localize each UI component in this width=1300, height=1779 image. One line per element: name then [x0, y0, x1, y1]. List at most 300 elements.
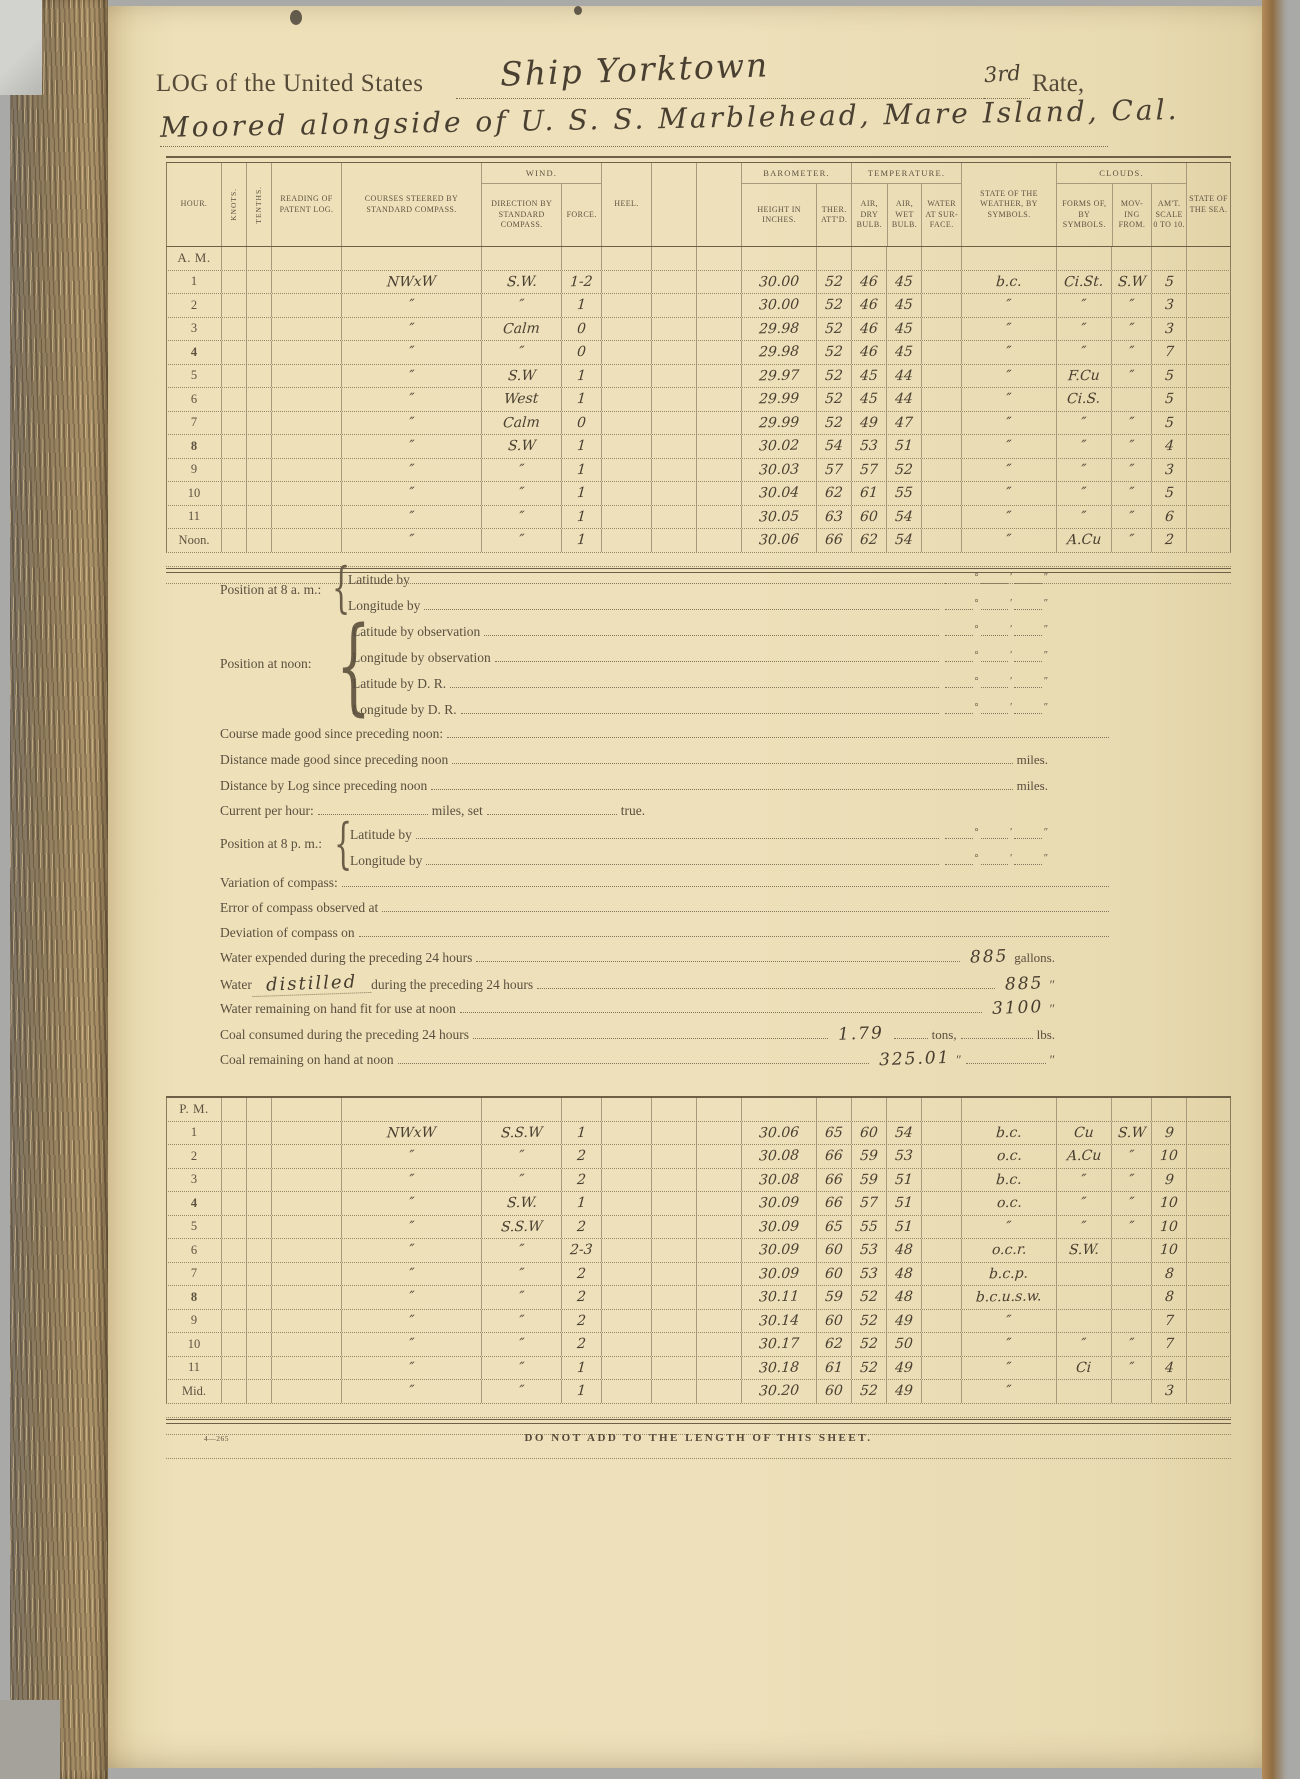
ditto-mark: ″ — [1049, 977, 1055, 992]
cell-courses: ″ — [341, 412, 481, 435]
cell-knots — [221, 1145, 246, 1168]
cell-ther: 66 — [816, 529, 851, 552]
cell-sea — [1186, 1357, 1231, 1380]
dotted-stub — [945, 625, 973, 636]
cell-knots — [221, 1263, 246, 1286]
col-group-wind: WIND. DIRECTION BY STANDARD COMPASS. FORCE. — [481, 163, 601, 246]
cell-heel — [601, 529, 651, 552]
cell-reading — [271, 1357, 341, 1380]
cell-ther: 59 — [816, 1286, 851, 1309]
cell-dry: 46 — [851, 271, 886, 294]
label: during the preceding 24 hours — [371, 977, 534, 992]
cell-wet: 45 — [886, 318, 921, 341]
log-row — [166, 1122, 1231, 1146]
coal-consumed-value: 1.79 — [837, 1023, 884, 1045]
cell-amt: 3 — [1151, 1380, 1186, 1403]
cell-courses: ″ — [341, 1263, 481, 1286]
cell-reading — [271, 412, 341, 435]
cell-hour: 6 — [166, 1239, 221, 1262]
dotted-leader — [476, 948, 959, 962]
cell-sea — [1186, 412, 1231, 435]
col-wind-direction: DIRECTION BY STANDARD COMPASS. — [491, 199, 553, 230]
table-header — [166, 163, 1231, 247]
cell-moving: ″ — [1111, 435, 1151, 458]
dms-symbol: ′ — [1010, 702, 1013, 713]
cell-dry — [851, 247, 886, 270]
cell-b1 — [651, 294, 696, 317]
coal-consumed-row — [220, 1024, 1055, 1044]
cell-forms: ″ — [1056, 1169, 1111, 1192]
cell-height: 30.17 — [741, 1333, 816, 1356]
cell-weather: o.c. — [961, 1192, 1056, 1215]
cell-ther: 66 — [816, 1145, 851, 1168]
col-blank-2 — [696, 163, 741, 246]
cell-b1 — [651, 1333, 696, 1356]
cell-ther: 52 — [816, 388, 851, 411]
cell-sea — [1186, 1098, 1231, 1121]
cell-heel — [601, 1192, 651, 1215]
dotted-stub — [981, 703, 1009, 714]
cell-heel — [601, 1122, 651, 1145]
cell-height: 30.08 — [741, 1145, 816, 1168]
cell-hour: 10 — [166, 1333, 221, 1356]
dms-symbol: ″ — [1043, 827, 1048, 838]
cell-reading — [271, 1098, 341, 1121]
cell-b2 — [696, 529, 741, 552]
cell-b2 — [696, 318, 741, 341]
label: Coal remaining on hand at noon — [220, 1052, 394, 1067]
cell-heel — [601, 482, 651, 505]
rate-value-handwritten: 3rd — [983, 60, 1022, 88]
water-distilled-word: distilled — [252, 971, 372, 997]
col-temp-wet: AIR, WET BULB. — [887, 184, 922, 246]
cell-forms — [1056, 1263, 1111, 1286]
cell-weather: ″ — [961, 506, 1056, 529]
mooring-line — [160, 146, 1108, 147]
cell-height: 30.20 — [741, 1380, 816, 1403]
cell-sea — [1186, 1286, 1231, 1309]
cell-amt: 5 — [1151, 388, 1186, 411]
cell-moving: ″ — [1111, 482, 1151, 505]
cell-hour: 8 — [166, 1286, 221, 1309]
log-row — [166, 271, 1231, 295]
cell-b2 — [696, 435, 741, 458]
log-row — [166, 1286, 1231, 1310]
cell-b1 — [651, 459, 696, 482]
cell-heel — [601, 1239, 651, 1262]
cell-moving — [1111, 1310, 1151, 1333]
cell-ther — [816, 247, 851, 270]
lat-obs-row — [352, 622, 1048, 642]
cell-tenths — [246, 1216, 271, 1239]
cell-ther: 65 — [816, 1122, 851, 1145]
cell-direction: S.S.W — [481, 1122, 561, 1145]
dotted-stub — [981, 573, 1009, 584]
cell-reading — [271, 1122, 341, 1145]
cell-courses: ″ — [341, 1286, 481, 1309]
cell-force: 2 — [561, 1145, 601, 1168]
cell-direction: ″ — [481, 459, 561, 482]
cell-wet — [886, 1098, 921, 1121]
cell-forms: ″ — [1056, 506, 1111, 529]
cell-height: 30.06 — [741, 529, 816, 552]
cell-moving: ″ — [1111, 1169, 1151, 1192]
paper-corner-top-left — [0, 0, 42, 95]
degree-marks — [943, 599, 1048, 613]
cell-courses: ″ — [341, 435, 481, 458]
dotted-stub — [1014, 854, 1042, 865]
cell-courses: ″ — [341, 318, 481, 341]
cell-water — [921, 1357, 961, 1380]
blank-row — [166, 1404, 1231, 1418]
dotted-leader — [495, 648, 939, 662]
cell-forms: ″ — [1056, 435, 1111, 458]
degree-marks — [943, 651, 1048, 665]
col-group-clouds: CLOUDS. FORMS OF, BY SYMBOLS. MOV- ING FROM. AM'T. SCALE 0 TO 10. — [1056, 163, 1186, 246]
label: Error of compass observed at — [220, 900, 379, 915]
cell-water — [921, 435, 961, 458]
cell-moving: S.W — [1111, 1122, 1151, 1145]
page-title: LOG of the United States — [156, 70, 424, 97]
cell-water — [921, 1310, 961, 1333]
cell-dry: 57 — [851, 1192, 886, 1215]
col-baro-height: HEIGHT IN INCHES. — [757, 204, 801, 224]
cell-weather: ″ — [961, 294, 1056, 317]
cell-reading — [271, 1380, 341, 1403]
cell-dry: 57 — [851, 459, 886, 482]
cell-knots — [221, 1333, 246, 1356]
cell-tenths — [246, 1145, 271, 1168]
cell-moving: ″ — [1111, 459, 1151, 482]
cell-knots — [221, 247, 246, 270]
label: Deviation of compass on — [220, 925, 355, 940]
error-row — [220, 898, 1113, 918]
cell-water — [921, 341, 961, 364]
coal-remaining-value: 325.01 — [878, 1047, 951, 1071]
cell-courses: ″ — [341, 1192, 481, 1215]
cell-weather: ″ — [961, 1333, 1056, 1356]
cell-b1 — [651, 1169, 696, 1192]
lat-dr-row — [352, 674, 1048, 694]
cell-hour: 5 — [166, 1216, 221, 1239]
cell-tenths — [246, 1380, 271, 1403]
cell-hour: 2 — [166, 294, 221, 317]
label: Water expended during the preceding 24 hours — [220, 950, 473, 965]
cell-b2 — [696, 294, 741, 317]
cell-height — [741, 1098, 816, 1121]
log-row — [166, 459, 1231, 483]
cell-courses: NWxW — [341, 1122, 481, 1145]
cell-direction: ″ — [481, 1169, 561, 1192]
cell-b2 — [696, 1239, 741, 1262]
col-group-barometer: BAROMETER. HEIGHT IN INCHES. THER. ATT'D. — [741, 163, 851, 246]
cell-water — [921, 318, 961, 341]
cell-tenths — [246, 1333, 271, 1356]
dotted-leader — [460, 999, 982, 1013]
cell-reading — [271, 1216, 341, 1239]
cell-height: 30.09 — [741, 1216, 816, 1239]
cell-weather: ″ — [961, 318, 1056, 341]
cell-amt — [1151, 247, 1186, 270]
distance-by-log-row — [220, 776, 1048, 796]
cell-heel — [601, 1169, 651, 1192]
cell-height: 29.98 — [741, 318, 816, 341]
cell-forms: ″ — [1056, 412, 1111, 435]
cell-height: 30.00 — [741, 271, 816, 294]
cell-sea — [1186, 529, 1231, 552]
lat-8am-row — [348, 570, 1048, 590]
label: Longitude by — [350, 853, 423, 868]
label: Current per hour: — [220, 803, 314, 818]
log-row — [166, 341, 1231, 365]
cell-b2 — [696, 1333, 741, 1356]
cell-tenths — [246, 247, 271, 270]
cell-courses: ″ — [341, 365, 481, 388]
cell-b2 — [696, 459, 741, 482]
dms-symbol: ° — [974, 853, 979, 864]
brace: { — [332, 556, 351, 620]
cell-heel — [601, 1286, 651, 1309]
cell-b1 — [651, 1122, 696, 1145]
cell-force: 1 — [561, 1357, 601, 1380]
cell-dry: 52 — [851, 1380, 886, 1403]
dms-symbol: ′ — [1010, 572, 1013, 583]
cell-forms: Cu — [1056, 1122, 1111, 1145]
cell-height: 30.04 — [741, 482, 816, 505]
cell-direction: ″ — [481, 482, 561, 505]
cell-force: 0 — [561, 318, 601, 341]
cell-moving: ″ — [1111, 318, 1151, 341]
lon-8am-row — [348, 596, 1048, 616]
cell-knots — [221, 1357, 246, 1380]
col-clouds-forms: FORMS OF, BY SYMBOLS. — [1062, 199, 1107, 230]
cell-amt: 10 — [1151, 1239, 1186, 1262]
dotted-stub — [981, 828, 1009, 839]
cell-force: 1 — [561, 1192, 601, 1215]
cell-sea — [1186, 1380, 1231, 1403]
cell-hour: 3 — [166, 1169, 221, 1192]
dotted-stub — [945, 677, 973, 688]
cell-water — [921, 388, 961, 411]
cell-hour: A. M. — [166, 247, 221, 270]
dotted-stub — [1014, 703, 1042, 714]
log-row — [166, 365, 1231, 389]
cell-b1 — [651, 1310, 696, 1333]
col-blank-1 — [651, 163, 696, 246]
cell-reading — [271, 1310, 341, 1333]
cell-hour: 8 — [166, 435, 221, 458]
cell-amt: 5 — [1151, 365, 1186, 388]
cell-dry: 55 — [851, 1216, 886, 1239]
log-row — [166, 1098, 1231, 1122]
ship-name-handwritten: Ship Yorktown — [499, 45, 770, 94]
pm-log-table — [166, 1096, 1231, 1435]
mooring-note-handwritten: Moored alongside of U. S. S. Marblehead, Mare Island, Cal. — [159, 93, 1180, 144]
cell-force: 1 — [561, 365, 601, 388]
cell-forms: ″ — [1056, 318, 1111, 341]
cell-moving: ″ — [1111, 294, 1151, 317]
degree-marks — [943, 677, 1048, 691]
cell-knots — [221, 1239, 246, 1262]
cell-b1 — [651, 388, 696, 411]
cell-heel — [601, 1310, 651, 1333]
cell-height: 29.99 — [741, 412, 816, 435]
cell-wet: 52 — [886, 459, 921, 482]
cell-heel — [601, 1333, 651, 1356]
cell-water — [921, 1263, 961, 1286]
cell-amt: 5 — [1151, 271, 1186, 294]
cell-height: 30.00 — [741, 294, 816, 317]
cell-weather: ″ — [961, 1216, 1056, 1239]
cell-b1 — [651, 506, 696, 529]
cell-ther: 54 — [816, 435, 851, 458]
cell-amt: 10 — [1151, 1192, 1186, 1215]
dotted-stub — [981, 625, 1009, 636]
cell-knots — [221, 1310, 246, 1333]
cell-reading — [271, 1145, 341, 1168]
cell-weather: ″ — [961, 365, 1056, 388]
cell-weather: ″ — [961, 459, 1056, 482]
cell-dry: 60 — [851, 1122, 886, 1145]
log-row — [166, 1380, 1231, 1404]
cell-tenths — [246, 341, 271, 364]
log-row — [166, 1216, 1231, 1240]
cell-water — [921, 1145, 961, 1168]
degree-marks — [943, 854, 1048, 868]
cell-courses: ″ — [341, 1169, 481, 1192]
cell-forms: Ci.S. — [1056, 388, 1111, 411]
cell-direction: West — [481, 388, 561, 411]
cell-ther: 62 — [816, 482, 851, 505]
cell-ther: 60 — [816, 1263, 851, 1286]
cell-height: 30.09 — [741, 1239, 816, 1262]
cell-courses: ″ — [341, 341, 481, 364]
cell-weather — [961, 1098, 1056, 1121]
cell-water — [921, 1216, 961, 1239]
cell-dry — [851, 1098, 886, 1121]
dotted-stub — [945, 854, 973, 865]
cell-knots — [221, 271, 246, 294]
cell-weather: ″ — [961, 412, 1056, 435]
cell-direction: S.W — [481, 365, 561, 388]
col-weather: STATE OF THE WEATHER, BY SYMBOLS. — [961, 163, 1056, 246]
cell-tenths — [246, 1263, 271, 1286]
ink-smudge — [290, 10, 302, 25]
cell-moving: ″ — [1111, 1357, 1151, 1380]
cell-direction — [481, 1098, 561, 1121]
cell-b2 — [696, 412, 741, 435]
label: Variation of compass: — [220, 875, 338, 890]
label: Longitude by — [348, 598, 421, 613]
label: Course made good since preceding noon: — [220, 726, 444, 741]
cell-weather: b.c. — [961, 271, 1056, 294]
cell-sea — [1186, 1169, 1231, 1192]
dotted-leader — [966, 1050, 1046, 1064]
cell-b2 — [696, 1380, 741, 1403]
cell-heel — [601, 1145, 651, 1168]
cell-water — [921, 529, 961, 552]
cell-weather: o.c. — [961, 1145, 1056, 1168]
cell-heel — [601, 1380, 651, 1403]
cell-b2 — [696, 1098, 741, 1121]
cell-wet: 54 — [886, 1122, 921, 1145]
log-page — [108, 6, 1262, 1768]
ditto-mark: ″ — [1049, 1052, 1055, 1067]
cell-reading — [271, 1263, 341, 1286]
col-reading: READING OF PATENT LOG. — [271, 163, 341, 246]
cell-courses: ″ — [341, 1239, 481, 1262]
cell-weather: ″ — [961, 1380, 1056, 1403]
cell-wet: 51 — [886, 1169, 921, 1192]
cell-b1 — [651, 1380, 696, 1403]
cell-b2 — [696, 1263, 741, 1286]
label: Longitude by D. R. — [352, 702, 457, 717]
cell-tenths — [246, 459, 271, 482]
cell-hour: 7 — [166, 1263, 221, 1286]
cell-b2 — [696, 1192, 741, 1215]
cell-water — [921, 1192, 961, 1215]
cell-dry: 59 — [851, 1169, 886, 1192]
label: Latitude by D. R. — [352, 676, 447, 691]
cell-amt: 8 — [1151, 1286, 1186, 1309]
dms-symbol: ′ — [1010, 598, 1013, 609]
cell-moving — [1111, 247, 1151, 270]
cell-knots — [221, 529, 246, 552]
dotted-stub — [981, 651, 1009, 662]
cell-forms: Ci.St. — [1056, 271, 1111, 294]
cell-b2 — [696, 482, 741, 505]
cell-weather: ″ — [961, 435, 1056, 458]
position-8am-label: Position at 8 a. m.: — [220, 582, 322, 597]
cell-amt: 10 — [1151, 1145, 1186, 1168]
cell-sea — [1186, 1145, 1231, 1168]
ink-smudge — [574, 6, 582, 15]
cell-reading — [271, 1286, 341, 1309]
cell-forms: A.Cu — [1056, 529, 1111, 552]
cell-tenths — [246, 435, 271, 458]
ditto-mark: ″ — [1049, 1001, 1055, 1016]
dotted-leader — [398, 1050, 869, 1064]
log-row — [166, 1333, 1231, 1357]
cell-forms: ″ — [1056, 294, 1111, 317]
distance-made-good-row — [220, 750, 1048, 770]
cell-wet: 49 — [886, 1357, 921, 1380]
cell-knots — [221, 1098, 246, 1121]
cell-hour: 11 — [166, 506, 221, 529]
cell-height: 30.18 — [741, 1357, 816, 1380]
cell-water — [921, 1098, 961, 1121]
cell-sea — [1186, 318, 1231, 341]
cell-b1 — [651, 1286, 696, 1309]
cell-moving — [1111, 388, 1151, 411]
table-top-rule — [166, 156, 1231, 163]
cell-tenths — [246, 1286, 271, 1309]
cell-dry: 46 — [851, 318, 886, 341]
cell-water — [921, 1333, 961, 1356]
cell-ther: 63 — [816, 506, 851, 529]
cell-tenths — [246, 271, 271, 294]
am-log-table — [166, 156, 1231, 584]
cell-reading — [271, 271, 341, 294]
label: Longitude by observation — [352, 650, 491, 665]
log-row — [166, 435, 1231, 459]
dotted-stub — [945, 599, 973, 610]
position-8pm-label: Position at 8 p. m.: — [220, 836, 323, 851]
log-row — [166, 1310, 1231, 1334]
cell-tenths — [246, 412, 271, 435]
cell-direction: ″ — [481, 294, 561, 317]
cell-wet: 45 — [886, 341, 921, 364]
